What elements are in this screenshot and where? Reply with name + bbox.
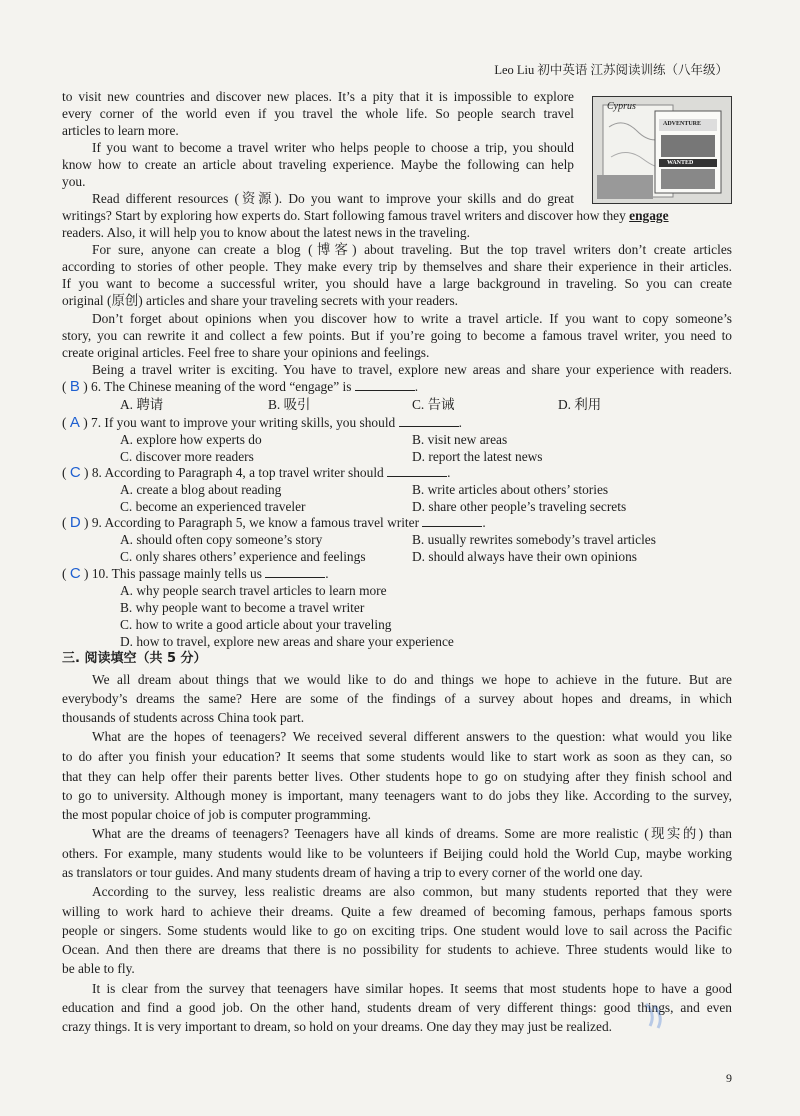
question-end: .: [458, 415, 462, 430]
question-7: ( A ) 7. If you want to improve your writing skills, you should .: [62, 414, 462, 431]
answer-mark: B: [69, 378, 80, 395]
question-9: ( D ) 9. According to Paragraph 5, we know a famous travel writer .: [62, 514, 486, 531]
answer-blank: [387, 464, 447, 477]
text-line: What are the hopes of teenagers? We received several different answers to the question: what would you like: [92, 729, 732, 744]
option-a: A. create a blog about reading: [120, 482, 282, 497]
text-line: that they can help offer their parents better lives. Other students hope to go on studying after they finish school and: [62, 769, 732, 784]
text-line: [62, 207, 732, 224]
option-d: D. 利用: [558, 397, 602, 412]
text-line: to do after you finish your education? It seems that some students would like to start work as soon as they can, so: [62, 749, 732, 764]
image-badge-wanted: WANTED: [667, 160, 694, 166]
watermark-logo: [606, 1000, 736, 1032]
question-8: ( C ) 8. According to Paragraph 4, a top travel writer should .: [62, 464, 451, 481]
option-b: B. why people want to become a travel writer: [120, 600, 365, 615]
text-line: as translators or tour guides. And many students dream of having a trip to every corner of the world one day.: [62, 865, 643, 880]
text-line: If you want to become a travel writer who helps people to choose a trip, you should: [92, 140, 574, 155]
option-a: A. explore how experts do: [120, 432, 262, 447]
page-header: Leo Liu 初中英语 江苏阅读训练（八年级）: [494, 63, 728, 77]
text-line: articles to learn more.: [62, 123, 179, 138]
text-line: Don’t forget about opinions when you discover how to write a travel article. If you want to copy someone’s: [92, 311, 732, 326]
option-b: B. write articles about others’ stories: [412, 482, 609, 497]
text-line: know how to create an article about traveling experience. Maybe the following can help: [62, 157, 574, 172]
text-line: story, you can rewrite it and collect a few points. But if you’re going to become a famous travel writer, you need to: [62, 328, 732, 343]
text-line: the most popular choice of job is computer programming.: [62, 807, 372, 822]
option-d: D. how to travel, explore new areas and share your experience: [120, 634, 454, 649]
text-line: others. For example, many students would like to be volunteers if Beijing could hold the World Cup, maybe working: [62, 846, 732, 861]
question-end: .: [325, 566, 329, 581]
option-d: D. share other people’s traveling secrets: [412, 499, 627, 514]
page-number: 9: [726, 1071, 732, 1085]
text-segment: writings? Start by exploring how experts do. Start following famous travel writers and discover how they: [62, 208, 630, 223]
option-c: C. how to write a good article about your traveling: [120, 617, 392, 632]
text-line: Ocean. And then there are dreams that there is no possibility for students to achieve. Three students would like to: [62, 942, 732, 957]
question-end: .: [414, 379, 419, 394]
text-line: readers. Also, it will help you to know about the latest news in the traveling.: [62, 225, 470, 240]
answer-blank: [422, 514, 482, 527]
image-badge-adventure: ADVENTURE: [663, 121, 702, 127]
question-stem: ) 8. According to Paragraph 4, a top travel writer should: [84, 465, 384, 480]
option-b: B. 吸引: [268, 397, 311, 412]
question-10: ( C ) 10. This passage mainly tells us .: [62, 565, 329, 582]
text-line: crazy things. It is very important to dream, so hold on your dreams. One day they may just be realized.: [62, 1019, 612, 1034]
option-c: C. only shares others’ experience and feelings: [120, 549, 366, 564]
question-stem: ) 7. If you want to improve your writing skills, you should: [83, 415, 396, 430]
text-line: What are the dreams of teenagers? Teenagers have all kinds of dreams. Some are more realistic (现实的) than: [92, 826, 732, 841]
text-line: people or singers. Some students would like to go on exciting trips. One student would love to sail across the Pacific: [62, 923, 732, 938]
option-d: D. report the latest news: [412, 449, 543, 464]
text-line: willing to work hard to achieve their dreams. Quite a few dreamed of becoming famous, perhaps famous sports: [62, 904, 732, 919]
text-line: Read different resources (资源). Do you want to improve your skills and do great: [92, 191, 574, 206]
text-line: be able to fly.: [62, 961, 135, 976]
text-line: education and find a good job. On the other hand, students dream of very different things: good things, and even: [62, 1000, 732, 1015]
question-stem: ) 6. The Chinese meaning of the word “engage” is: [83, 379, 352, 394]
question-end: .: [482, 515, 486, 530]
option-b: B. visit new areas: [412, 432, 508, 447]
answer-mark: C: [69, 464, 81, 481]
text-line: Being a travel writer is exciting. You have to travel, explore new areas and share your experience with readers.: [92, 362, 732, 377]
text-line: everybody’s dreams the same? Here are some of the findings of a survey about hopes and dreams, in which: [62, 691, 732, 706]
text-line: For sure, anyone can create a blog (博客) about traveling. But the top travel writers don’t create articles: [92, 242, 732, 257]
text-line: thousands of students across China took part.: [62, 710, 305, 725]
section-title: 三. 阅读填空（共 5 分）: [62, 651, 207, 666]
answer-blank: [399, 414, 459, 427]
text-line: If you want to become a successful writer, you should have a large background in traveling. So you can create: [62, 276, 732, 291]
option-c: C. discover more readers: [120, 449, 254, 464]
text-line: every corner of the world even if you travel the whole life. So people search travel: [62, 106, 574, 121]
text-line: It is clear from the survey that teenagers have similar hopes. It seems that most students hope to have a good: [92, 981, 732, 996]
option-a: A. should often copy someone’s story: [120, 532, 323, 547]
text-line: original (原创) articles and share your traveling secrets with your readers.: [62, 293, 458, 308]
underlined-word: engage: [629, 208, 669, 223]
text-line: We all dream about things that we would like to do and things we hope to achieve in the future. But are: [92, 672, 732, 687]
option-d: D. should always have their own opinions: [412, 549, 638, 564]
answer-mark: D: [69, 514, 81, 531]
text-line: to visit new countries and discover new places. It’s a pity that it is impossible to explore: [62, 89, 574, 104]
answer-mark: C: [69, 565, 81, 582]
text-line: you.: [62, 174, 86, 189]
text-line: according to stories of other people. They make every trip by themselves and share their experience in their articles.: [62, 259, 732, 274]
answer-blank: [355, 378, 415, 391]
answer-mark: A: [69, 414, 80, 431]
text-line: create original articles. Feel free to share your opinions and feelings.: [62, 345, 430, 360]
text-line: According to the survey, less realistic dreams are also common, but many students reported that they were: [92, 884, 732, 899]
option-b: B. usually rewrites somebody’s travel articles: [412, 532, 656, 547]
question-end: .: [447, 465, 451, 480]
answer-blank: [265, 565, 325, 578]
image-label: Cyprus: [607, 101, 636, 112]
option-c: C. become an experienced traveler: [120, 499, 306, 514]
option-a: A. why people search travel articles to learn more: [120, 583, 387, 598]
question-6: ( B ) 6. The Chinese meaning of the word “engage” is .: [62, 378, 419, 395]
question-stem: ) 10. This passage mainly tells us: [84, 566, 262, 581]
text-line: to go to university. Although money is important, many teenagers want to do jobs they like. According to the survey,: [62, 788, 732, 803]
option-a: A. 聘请: [120, 397, 164, 412]
question-stem: ) 9. According to Paragraph 5, we know a famous travel writer: [84, 515, 420, 530]
option-c: C. 告诫: [412, 397, 455, 412]
